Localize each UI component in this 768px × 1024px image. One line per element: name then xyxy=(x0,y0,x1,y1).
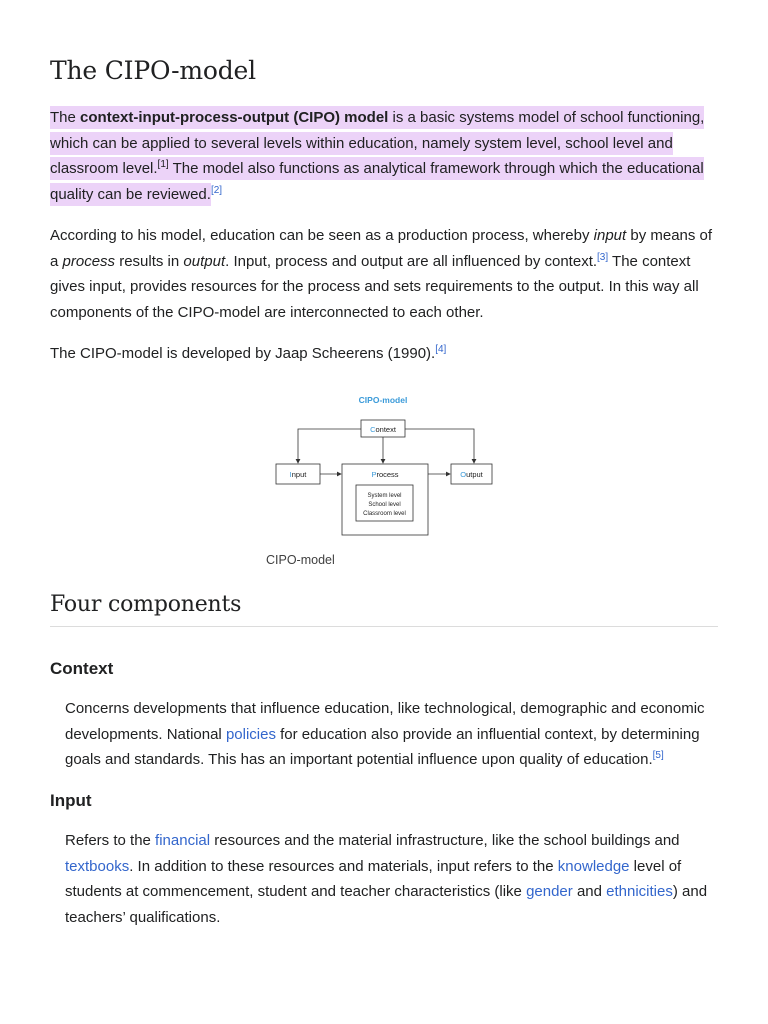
reference-4[interactable]: [4] xyxy=(435,344,447,355)
author-paragraph xyxy=(50,341,718,367)
subheading-input: Input xyxy=(50,791,92,810)
para2-italic-process: process xyxy=(62,252,116,270)
input-text-4: level of students at commencement, student and teacher characteristics (like xyxy=(65,857,682,900)
intro-bold-term: context-input-process-output (CIPO) model xyxy=(80,109,389,126)
page-title: The CIPO-model xyxy=(50,56,256,85)
link-ethnicities[interactable]: ethnicities xyxy=(606,883,673,900)
intro-text-2: The model also functions as analytical framework through which the educational quality can be reviewed. xyxy=(50,160,704,203)
section-heading-four-components: Four components xyxy=(50,592,718,627)
input-label: Input xyxy=(289,470,307,479)
link-knowledge[interactable]: knowledge xyxy=(557,857,630,875)
output-label: Output xyxy=(460,470,483,479)
diagram-title: CIPO-model xyxy=(358,395,408,405)
model-description-paragraph xyxy=(50,223,718,325)
input-text-5: and xyxy=(572,883,607,900)
subheading-context: Context xyxy=(50,659,114,678)
input-text-1: Refers to the xyxy=(65,832,156,849)
para2-text-1: According to his model, education can be seen as a production process, whereby xyxy=(50,227,594,244)
reference-1[interactable]: [1] xyxy=(157,159,169,170)
intro-lead: The xyxy=(50,109,76,126)
context-to-output-arrow xyxy=(405,429,474,463)
context-text-1: Concerns developments that influence education, like technological, demographic and economic developments. National xyxy=(65,700,705,743)
context-to-input-arrow xyxy=(298,429,361,463)
figure-caption: CIPO-model xyxy=(266,553,335,567)
highlighted-text xyxy=(50,106,704,206)
cipo-diagram-svg xyxy=(270,388,500,543)
reference-3[interactable]: [3] xyxy=(597,251,609,263)
level-school: School level xyxy=(368,502,401,508)
reference-2[interactable]: [2] xyxy=(210,184,223,196)
link-gender[interactable]: gender xyxy=(526,883,573,900)
link-financial[interactable]: financial xyxy=(155,832,211,849)
intro-paragraph xyxy=(50,105,718,207)
context-paragraph xyxy=(65,696,720,773)
cipo-diagram[interactable] xyxy=(270,388,500,543)
context-label: Context xyxy=(370,425,396,434)
link-policies[interactable]: policies xyxy=(225,725,276,743)
input-text-2: resources and the material infrastructure, like the school buildings and xyxy=(210,832,680,849)
link-textbooks[interactable]: textbooks xyxy=(65,857,130,875)
para2-text-4: . Input, process and output are all influenced by context. xyxy=(225,252,598,270)
input-text-6: ) and teachers’ qualifications. xyxy=(65,883,708,926)
para2-italic-output: output xyxy=(183,252,226,270)
reference-5[interactable]: [5] xyxy=(652,750,664,761)
para2-text-2: by means of a xyxy=(50,227,713,270)
input-paragraph xyxy=(65,828,720,930)
process-label: Process xyxy=(371,470,399,479)
intro-text-1: is a basic systems model of school functioning, which can be applied to several levels within education, namely system level, school level and classroom level. xyxy=(50,109,705,177)
author-text: The CIPO-model is developed by Jaap Scheerens (1990). xyxy=(50,345,436,362)
para2-text-5: The context gives input, provides resources for the process and sets requirements to the output. In this way all components of the CIPO-model are interconnected to each other. xyxy=(50,252,699,321)
context-text-2: for education also provide an influential context, by determining goals and standards. This has an important potential influence upon quality of education. xyxy=(65,725,700,768)
level-classroom: Classroom level xyxy=(363,511,406,517)
para2-text-3: results in xyxy=(115,252,184,270)
input-text-3: . In addition to these resources and materials, input refers to the xyxy=(129,857,558,875)
para2-italic-input: input xyxy=(593,227,627,244)
level-system: System level xyxy=(367,493,402,499)
